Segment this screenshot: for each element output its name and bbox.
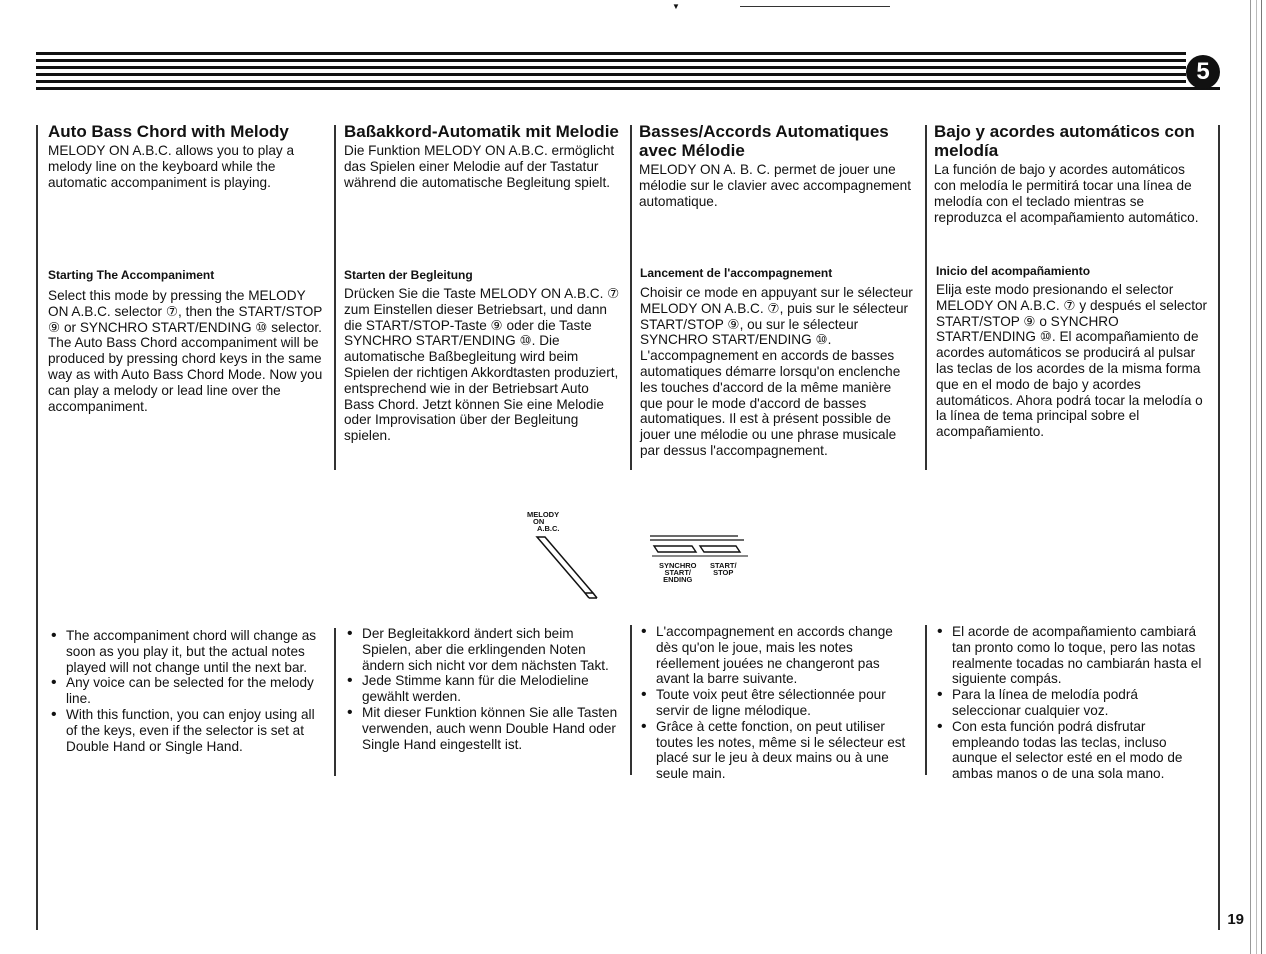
notes-list [934,624,1210,782]
diagram-label-line: START/ [664,568,692,577]
column-divider [36,125,38,930]
diagram-label-line: START/ [710,561,737,570]
column-divider [630,625,632,775]
start-buttons-illustration [648,530,752,564]
column-spanish [922,118,1210,226]
section-title: Baßakkord-Automatik mit Melodie [344,122,619,141]
subheading: Lancement de l'accompagnement [640,266,833,280]
scan-edge-line [1250,0,1251,954]
instructions-body: Select this mode by pressing the MELODY ON A.B.C. selector ⑦, then the START/STOP ⑨ or SYNCHRO START/ENDING ⑩ selector. The Auto Bass Chord accompaniment will be produced by pressing chord keys in the same way as with Auto Bass Chord Mode. Now you can play a melody or lead line over the accompaniment. [48,288,323,414]
list-item: • Toute voix peut être sélectionnée pour servir de ligne mélodique. [638,687,914,719]
list-item: • El acorde de acompañamiento cambiará tan pronto como lo toque, pero las notas realmente tocadas no cambiarán hasta el siguiente compás. [934,624,1210,687]
list-item: • Der Begleitakkord ändert sich beim Spielen, aber die erklingenden Noten ändern sich nicht vor dem nächsten Takt. [344,626,620,673]
notes-list [638,624,914,782]
scan-mark: ▼ [672,2,680,11]
section-title: Basses/Accords Automatiques avec Mélodie [639,122,889,160]
list-item: • Mit dieser Funktion können Sie alle Tasten verwenden, auch wenn Double Hand oder Single Hand eingestellt ist. [344,705,620,752]
list-item: • Any voice can be selected for the melody line. [48,675,324,707]
list-item: • With this function, you can enjoy using all of the keys, even if the selector is set at Double Hand or Single Hand. [48,707,324,754]
scan-edge-line [1256,0,1257,954]
instructions-body: Drücken Sie die Taste MELODY ON A.B.C. ⑦ zum Einstellen dieser Betriebsart, und dann die START/STOP-Taste ⑨ oder die Taste SYNCHRO START/ENDING ⑩. Die automatische Baßbegleitung wird beim Spielen der richtigen Akkordtasten produziert, entsprechend wie in der Betriebsart Auto Bass Chord. Jetzt können Sie eine Melodie oder Improvisation über der Begleitung spielen. [344,286,620,444]
header-rule [36,59,1186,62]
header-rule [36,52,1186,55]
diagram-label-line: ON [533,517,545,526]
instructions-body: Choisir ce mode en appuyant sur le sélecteur MELODY ON A.B.C. ⑦, puis sur le sélecteur START/STOP ⑨, ou sur le sélecteur SYNCHRO START/ENDING ⑩. L'accompagnement en accords de basses automatiques démarre lorsqu'on enclenche les touches d'accord de la même manière que pour le mode d'accord de basses automatiques. Il est à présent possible de jouer une mélodie ou une phrase musicale par dessus l'accompagnement. [640,285,913,458]
diagram-label-line: MELODY [527,510,560,519]
list-item: • The accompaniment chord will change as soon as you play it, but the actual notes played will not change until the next bar. [48,628,324,675]
start-stop-label [710,562,737,576]
header-rule [36,80,1186,83]
section-intro: MELODY ON A. B. C. permet de jouer une mélodie sur le clavier avec accompagnement automatique. [639,162,912,209]
section-title: Bajo y acordes automáticos con melodía [934,122,1195,160]
diagram-label-line: A.B.C. [537,524,560,533]
chapter-number-badge: 5 [1186,55,1220,89]
notes-list [48,628,324,754]
section-intro: La función de bajo y acordes automáticos con melodía le permitirá tocar una línea de melodía con el teclado mientras se reproduzca el acompañamiento automático. [934,162,1199,225]
column-divider [1218,125,1220,930]
synchro-start-ending-label [659,562,697,583]
column-german [332,118,620,191]
column-english [36,118,324,191]
page-number: 19 [1227,911,1244,928]
subheading: Starting The Accompaniment [48,268,215,282]
list-item: • Jede Stimme kann für die Melodieline gewählt werden. [344,673,620,705]
diagram-label-line: ENDING [663,575,693,584]
diagram-label-line: SYNCHRO [659,561,697,570]
list-item: • Grâce à cette fonction, on peut utiliser toutes les notes, même si le sélecteur est placé sur le jeu à deux mains ou à une seule main. [638,719,914,782]
column-french [627,118,911,210]
diagram-label-line: STOP [713,568,734,577]
melody-selector-illustration [535,535,599,601]
header-rule [36,87,1220,90]
header-rule [36,73,1186,76]
column-divider [334,628,336,776]
section-title: Auto Bass Chord with Melody [48,122,289,141]
section-intro: Die Funktion MELODY ON A.B.C. ermöglicht das Spielen einer Melodie auf der Tastatur während die automatische Begleitung spielt. [344,143,615,190]
chapter-header-bar [36,52,1220,92]
column-divider [925,625,927,775]
section-intro: MELODY ON A.B.C. allows you to play a melody line on the keyboard while the automatic accompaniment is playing. [48,143,295,190]
header-rule [36,66,1186,69]
scan-edge-line [1261,0,1262,954]
subheading: Inicio del acompañamiento [936,264,1091,278]
list-item: • L'accompagnement en accords change dès qu'on le joue, mais les notes réellement jouées ne changeront pas avant la barre suivante. [638,624,914,687]
subheading: Starten der Begleitung [344,268,473,282]
scan-mark [740,6,890,7]
notes-list [344,626,620,752]
instructions-body: Elija este modo presionando el selector MELODY ON A.B.C. ⑦ y después el selector START/STOP ⑨ o SYNCHRO START/ENDING ⑩. El acompañamiento de acordes automáticos se producirá al pulsar las teclas de los acordes de la misma forma que en el modo de bajo y acordes automáticos. Ahora podrá tocar la melodía o la línea de tema principal sobre el acompañamiento. [936,282,1208,440]
list-item: • Para la línea de melodía podrá seleccionar cualquier voz. [934,687,1210,719]
melody-on-abc-label [527,511,560,532]
list-item: • Con esta función podrá disfrutar empleando todas las teclas, incluso aunque el selector esté en el modo de ambas manos o de una sola mano. [934,719,1210,782]
